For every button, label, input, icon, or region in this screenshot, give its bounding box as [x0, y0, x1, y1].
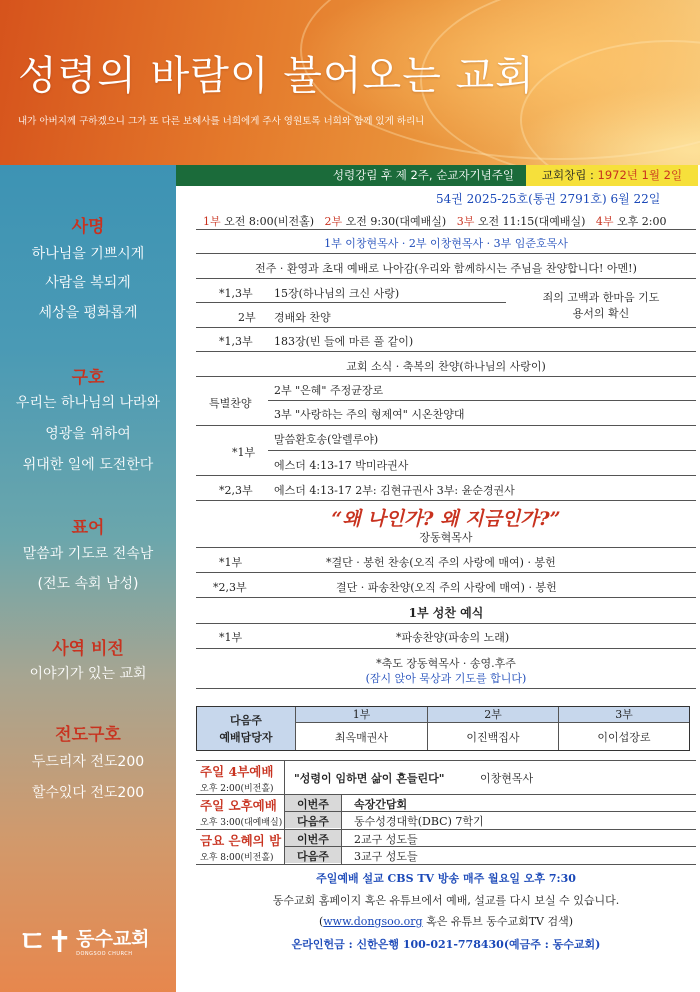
- youtube-search: 혹은 유튜브 동수교회TV 검색): [426, 915, 574, 928]
- sending-hymn: *파송찬양(파송의 노래): [396, 631, 510, 644]
- pm-next-week-label: 다음주: [297, 815, 329, 828]
- divider: [196, 500, 696, 501]
- divider: [341, 794, 342, 864]
- divider: [285, 846, 696, 847]
- divider: [268, 400, 696, 401]
- scripture-reading-23: 에스더 4:13-17 2부: 김현규권사 3부: 윤순경권사: [274, 484, 515, 497]
- divider: [196, 302, 506, 303]
- motto-line: (전도 속회 남성): [37, 576, 139, 592]
- scripture-reading-1: 에스더 4:13-17 박미라권사: [274, 459, 409, 472]
- issue-number: 54권 2025-25호(통권 2791호) 6월 22일: [436, 192, 661, 206]
- website-line: (www.dongsoo.org 혹은 유튜브 동수교회TV 검색): [318, 915, 574, 928]
- slogan-line: 위대한 일에 도전한다: [22, 457, 154, 473]
- founding-date-value: 1972년 1월 2일: [597, 168, 683, 182]
- duty-col-3: 3부: [559, 707, 689, 722]
- duty-label-2: 예배담당자: [219, 731, 273, 744]
- service-4-label: 4부: [595, 215, 614, 228]
- replay-notice: 동수교회 홈페이지 혹은 유튜브에서 예배, 설교를 다시 보실 수 있습니다.: [272, 894, 620, 907]
- divider: [285, 811, 696, 812]
- divider: [196, 475, 696, 476]
- service-2-label: 2부: [324, 215, 343, 228]
- divider: [196, 794, 696, 795]
- duty-name-2: 이진백집사: [466, 731, 520, 744]
- online-offering: 온라인헌금 : 신한은행 100-021-778430(예금주 : 동수교회): [291, 938, 601, 951]
- divider: [196, 829, 696, 830]
- divider: [196, 425, 696, 426]
- worship4-time: 오후 2:00(비전홀): [200, 784, 274, 794]
- divider: [196, 278, 696, 279]
- slogan-line: 우리는 하나님의 나라와: [15, 395, 161, 411]
- meditation-note: (잠시 앉아 묵상과 기도를 합니다): [365, 672, 527, 685]
- slogan-heading: 구호: [71, 368, 105, 388]
- special-praise-label: 특별찬양: [209, 397, 252, 410]
- divider: [196, 351, 696, 352]
- duty-name-1: 최옥매권사: [334, 731, 389, 744]
- pm-worship-time: 오후 3:00(대예배실): [200, 818, 283, 828]
- assurance-forgiveness: 용서의 확신: [572, 307, 630, 320]
- divider: [196, 688, 696, 689]
- divider: [268, 450, 696, 451]
- vision-heading: 사역 비전: [52, 639, 124, 659]
- hymn1-title: 15장(하나님의 크신 사랑): [274, 287, 400, 300]
- worship4-speaker: 이창현목사: [480, 772, 534, 785]
- hymn1-part: *1,3부: [219, 287, 253, 300]
- founding-date: [526, 165, 698, 186]
- season-bar: [176, 165, 698, 186]
- mission-line: 하나님을 기쁘시게: [31, 246, 145, 262]
- communion-heading: 1부 성찬 예식: [408, 606, 484, 620]
- benediction: *축도 장동혁목사 · 송영.후주: [376, 657, 516, 670]
- service-4-time: 오후 2:00: [617, 215, 667, 228]
- pm-this-week: 속장간담회: [354, 798, 408, 811]
- divider: [196, 623, 696, 624]
- fri-next-week: 3교구 성도들: [354, 850, 418, 863]
- praise-worship: 경배와 찬양: [274, 311, 331, 324]
- divider: [196, 253, 696, 254]
- evangelism-heading: 전도구호: [55, 725, 121, 745]
- service-leaders: 1부 이창현목사 · 2부 이창현목사 · 3부 임준호목사: [324, 237, 568, 250]
- season-label: 성령강림 후 제 2주, 순교자기념주일: [176, 165, 526, 186]
- divider: [284, 794, 285, 864]
- motto-line: 말씀과 기도로 전속남: [22, 546, 154, 562]
- church-news-line: 교회 소식 · 축복의 찬양(하나님의 사랑이): [346, 360, 546, 373]
- worship4-sermon: "성령이 임하면 삶이 흔들린다": [294, 772, 445, 785]
- divider: [196, 327, 696, 328]
- service-3-label: 3부: [456, 215, 475, 228]
- service-times: [203, 213, 666, 229]
- service-2-time: 오전 9:30(대예배실): [345, 215, 447, 228]
- header-banner: [0, 0, 700, 165]
- scripture-part: *1부: [232, 446, 256, 459]
- duty-col-2: 2부: [428, 707, 558, 722]
- scripture-acclamation: 말씀환호송(알렐루야): [274, 433, 379, 446]
- slogan-line: 영광을 위하여: [45, 426, 131, 442]
- divider: [196, 597, 696, 598]
- website-link[interactable]: www.dongsoo.org: [323, 915, 423, 928]
- pm-next-week: 동수성경대학(DBC) 7학기: [354, 815, 484, 828]
- fri-next-week-label: 다음주: [297, 850, 329, 863]
- response23-line: 결단 · 파송찬양(오직 주의 사랑에 매여) · 봉헌: [336, 581, 557, 594]
- motto-heading: 표어: [71, 518, 105, 538]
- evangelism-line: 두드리자 전도200: [31, 754, 145, 770]
- fri-this-week: 2교구 성도들: [354, 833, 418, 846]
- duty-col-1: 1부: [296, 707, 427, 722]
- church-logo-text: 동수교회: [76, 927, 150, 950]
- founding-label: 교회창립 :: [541, 168, 598, 182]
- mission-heading: 사명: [71, 217, 105, 237]
- scripture23-part: *2,3부: [219, 484, 253, 497]
- next-week-duty-table: [196, 706, 690, 751]
- friday-worship-label: 금요 은혜의 밤: [200, 833, 282, 848]
- confession-prayer: 죄의 고백과 한마음 기도: [542, 291, 660, 304]
- divider: [196, 864, 696, 865]
- special-praise-2: 3부 "사랑하는 주의 형제여" 시온찬양대: [274, 408, 465, 421]
- sermon-preacher: 장동혁목사: [419, 531, 473, 544]
- special-praise-1: 2부 "은혜" 주정균장로: [274, 384, 384, 397]
- evangelism-line: 할수있다 전도200: [31, 785, 145, 801]
- church-logo-icon: ㄷ✝: [18, 925, 73, 960]
- service-1-time: 오전 8:00(비전홀): [224, 215, 315, 228]
- divider: [196, 572, 696, 573]
- divider: [196, 547, 696, 548]
- prelude-line: 전주 · 환영과 초대 예배로 나아감(우리와 함께하시는 주님을 찬양합니다! 아멘!): [255, 262, 637, 275]
- worship4-label: 주일 4부예배: [200, 764, 274, 779]
- sending-part: *1부: [219, 631, 243, 644]
- praise-part: 2부: [238, 311, 256, 324]
- pm-this-week-label: 이번주: [297, 798, 329, 811]
- mission-line: 사람을 복되게: [45, 275, 131, 291]
- response1-part: *1부: [219, 556, 243, 569]
- response23-part: *2,3부: [213, 581, 247, 594]
- bulletin-content: [176, 165, 700, 992]
- service-3-time: 오전 11:15(대예배실): [477, 215, 586, 228]
- sermon-title: “왜 나인가? 왜 지금인가?”: [331, 508, 561, 530]
- fri-this-week-label: 이번주: [297, 833, 329, 846]
- duty-name-3: 이이섭장로: [597, 731, 651, 744]
- duty-header-cell: [197, 707, 295, 750]
- divider: [196, 760, 696, 761]
- friday-worship-time: 오후 8:00(비전홀): [200, 853, 274, 863]
- hymn2-title: 183장(빈 들에 마른 풀 같이): [274, 335, 414, 348]
- pm-worship-label: 주일 오후예배: [200, 798, 277, 813]
- bible-verse: 내가 아버지께 구하겠으니 그가 또 다른 보혜사를 너희에게 주사 영원토록 너희와 함께 있게 하리니: [18, 116, 425, 127]
- church-logo: [18, 925, 150, 960]
- response1-line: *결단 · 봉헌 찬송(오직 주의 사랑에 매여) · 봉헌: [326, 556, 556, 569]
- divider: [296, 722, 689, 723]
- service-1-label: 1부: [203, 215, 221, 228]
- divider: [196, 376, 696, 377]
- divider: [284, 760, 285, 794]
- mission-line: 세상을 평화롭게: [38, 305, 138, 321]
- vision-line: 이야기가 있는 교회: [29, 666, 147, 682]
- divider: [196, 648, 696, 649]
- church-logo-subtext: DONGSOO CHURCH: [76, 950, 133, 957]
- broadcast-notice: 주일예배 설교 CBS TV 방송 매주 월요일 오후 7:30: [316, 872, 576, 885]
- duty-label-1: 다음주: [230, 714, 262, 727]
- divider: [196, 229, 696, 230]
- left-sidebar: [0, 165, 176, 992]
- hymn2-part: *1,3부: [219, 335, 253, 348]
- church-motto-title: 성령의 바람이 불어오는 교회: [18, 53, 535, 99]
